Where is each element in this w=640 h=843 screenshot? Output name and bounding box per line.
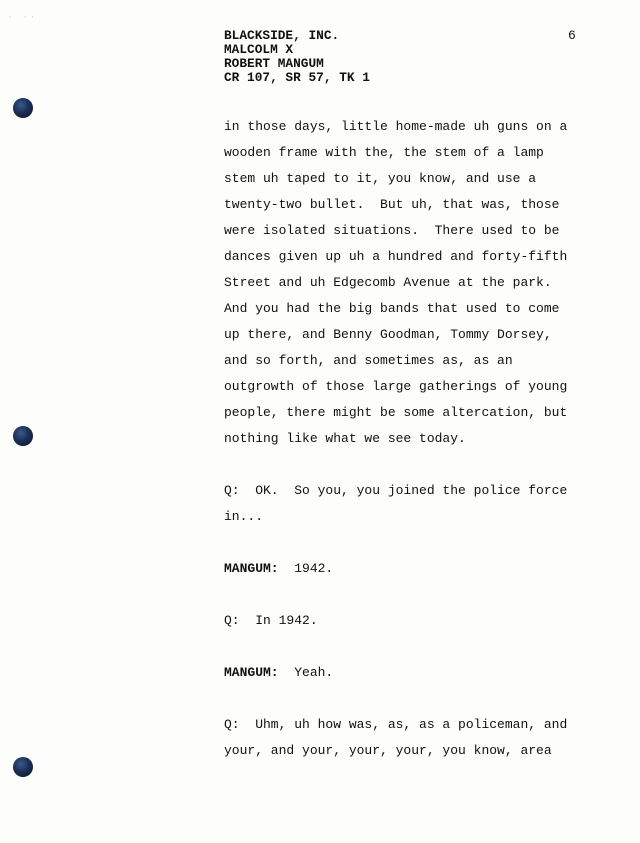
transcript-line: outgrowth of those large gatherings of young bbox=[224, 379, 568, 394]
transcript-line: twenty-two bullet. But uh, that was, those bbox=[224, 197, 560, 212]
header-line-project: MALCOLM X bbox=[224, 42, 294, 57]
page-number: 6 bbox=[568, 28, 576, 43]
paragraph-spacer bbox=[224, 452, 584, 478]
transcript-line: in... bbox=[224, 509, 264, 524]
binder-hole-middle bbox=[13, 426, 33, 446]
transcript-line: Street and uh Edgecomb Avenue at the park. bbox=[224, 275, 552, 290]
document-header bbox=[224, 29, 370, 85]
answer-text: 1942. bbox=[278, 561, 334, 576]
answer-line bbox=[224, 556, 584, 582]
header-line-roll-info: CR 107, SR 57, TK 1 bbox=[224, 70, 370, 85]
transcript-line: up there, and Benny Goodman, Tommy Dorsey, bbox=[224, 327, 552, 342]
question-line: Q: In 1942. bbox=[224, 613, 318, 628]
binder-hole-bottom bbox=[13, 757, 33, 777]
transcript-line: stem uh taped to it, you know, and use a bbox=[224, 171, 537, 186]
paragraph-spacer bbox=[224, 634, 584, 660]
transcript-line: people, there might be some altercation, but bbox=[224, 405, 568, 420]
answer-line bbox=[224, 660, 584, 686]
question-paragraph bbox=[224, 478, 584, 530]
transcript-body bbox=[224, 114, 584, 764]
answer-text: Yeah. bbox=[278, 665, 334, 680]
transcript-line: nothing like what we see today. bbox=[224, 431, 466, 446]
paragraph-spacer bbox=[224, 582, 584, 608]
transcript-line: your, and your, your, your, you know, area bbox=[224, 743, 552, 758]
transcript-line: were isolated situations. There used to be bbox=[224, 223, 560, 238]
header-line-interviewee: ROBERT MANGUM bbox=[224, 56, 324, 71]
transcript-line: in those days, little home-made uh guns on a bbox=[224, 119, 568, 134]
speaker-label: MANGUM: bbox=[224, 561, 279, 576]
paragraph-spacer bbox=[224, 530, 584, 556]
speaker-label: MANGUM: bbox=[224, 665, 279, 680]
transcript-paragraph bbox=[224, 114, 584, 452]
header-line-company: BLACKSIDE, INC. bbox=[224, 28, 340, 43]
transcript-line: and so forth, and sometimes as, as an bbox=[224, 353, 513, 368]
transcript-line: Q: Uhm, uh how was, as, as a policeman, and bbox=[224, 717, 568, 732]
scan-speck-mark: · ·· bbox=[8, 14, 39, 21]
transcript-line: And you had the big bands that used to come bbox=[224, 301, 560, 316]
binder-hole-top bbox=[13, 98, 33, 118]
transcript-line: Q: OK. So you, you joined the police force bbox=[224, 483, 568, 498]
transcript-line: wooden frame with the, the stem of a lamp bbox=[224, 145, 544, 160]
paragraph-spacer bbox=[224, 686, 584, 712]
question-paragraph bbox=[224, 712, 584, 764]
transcript-line: dances given up uh a hundred and forty-fifth bbox=[224, 249, 568, 264]
